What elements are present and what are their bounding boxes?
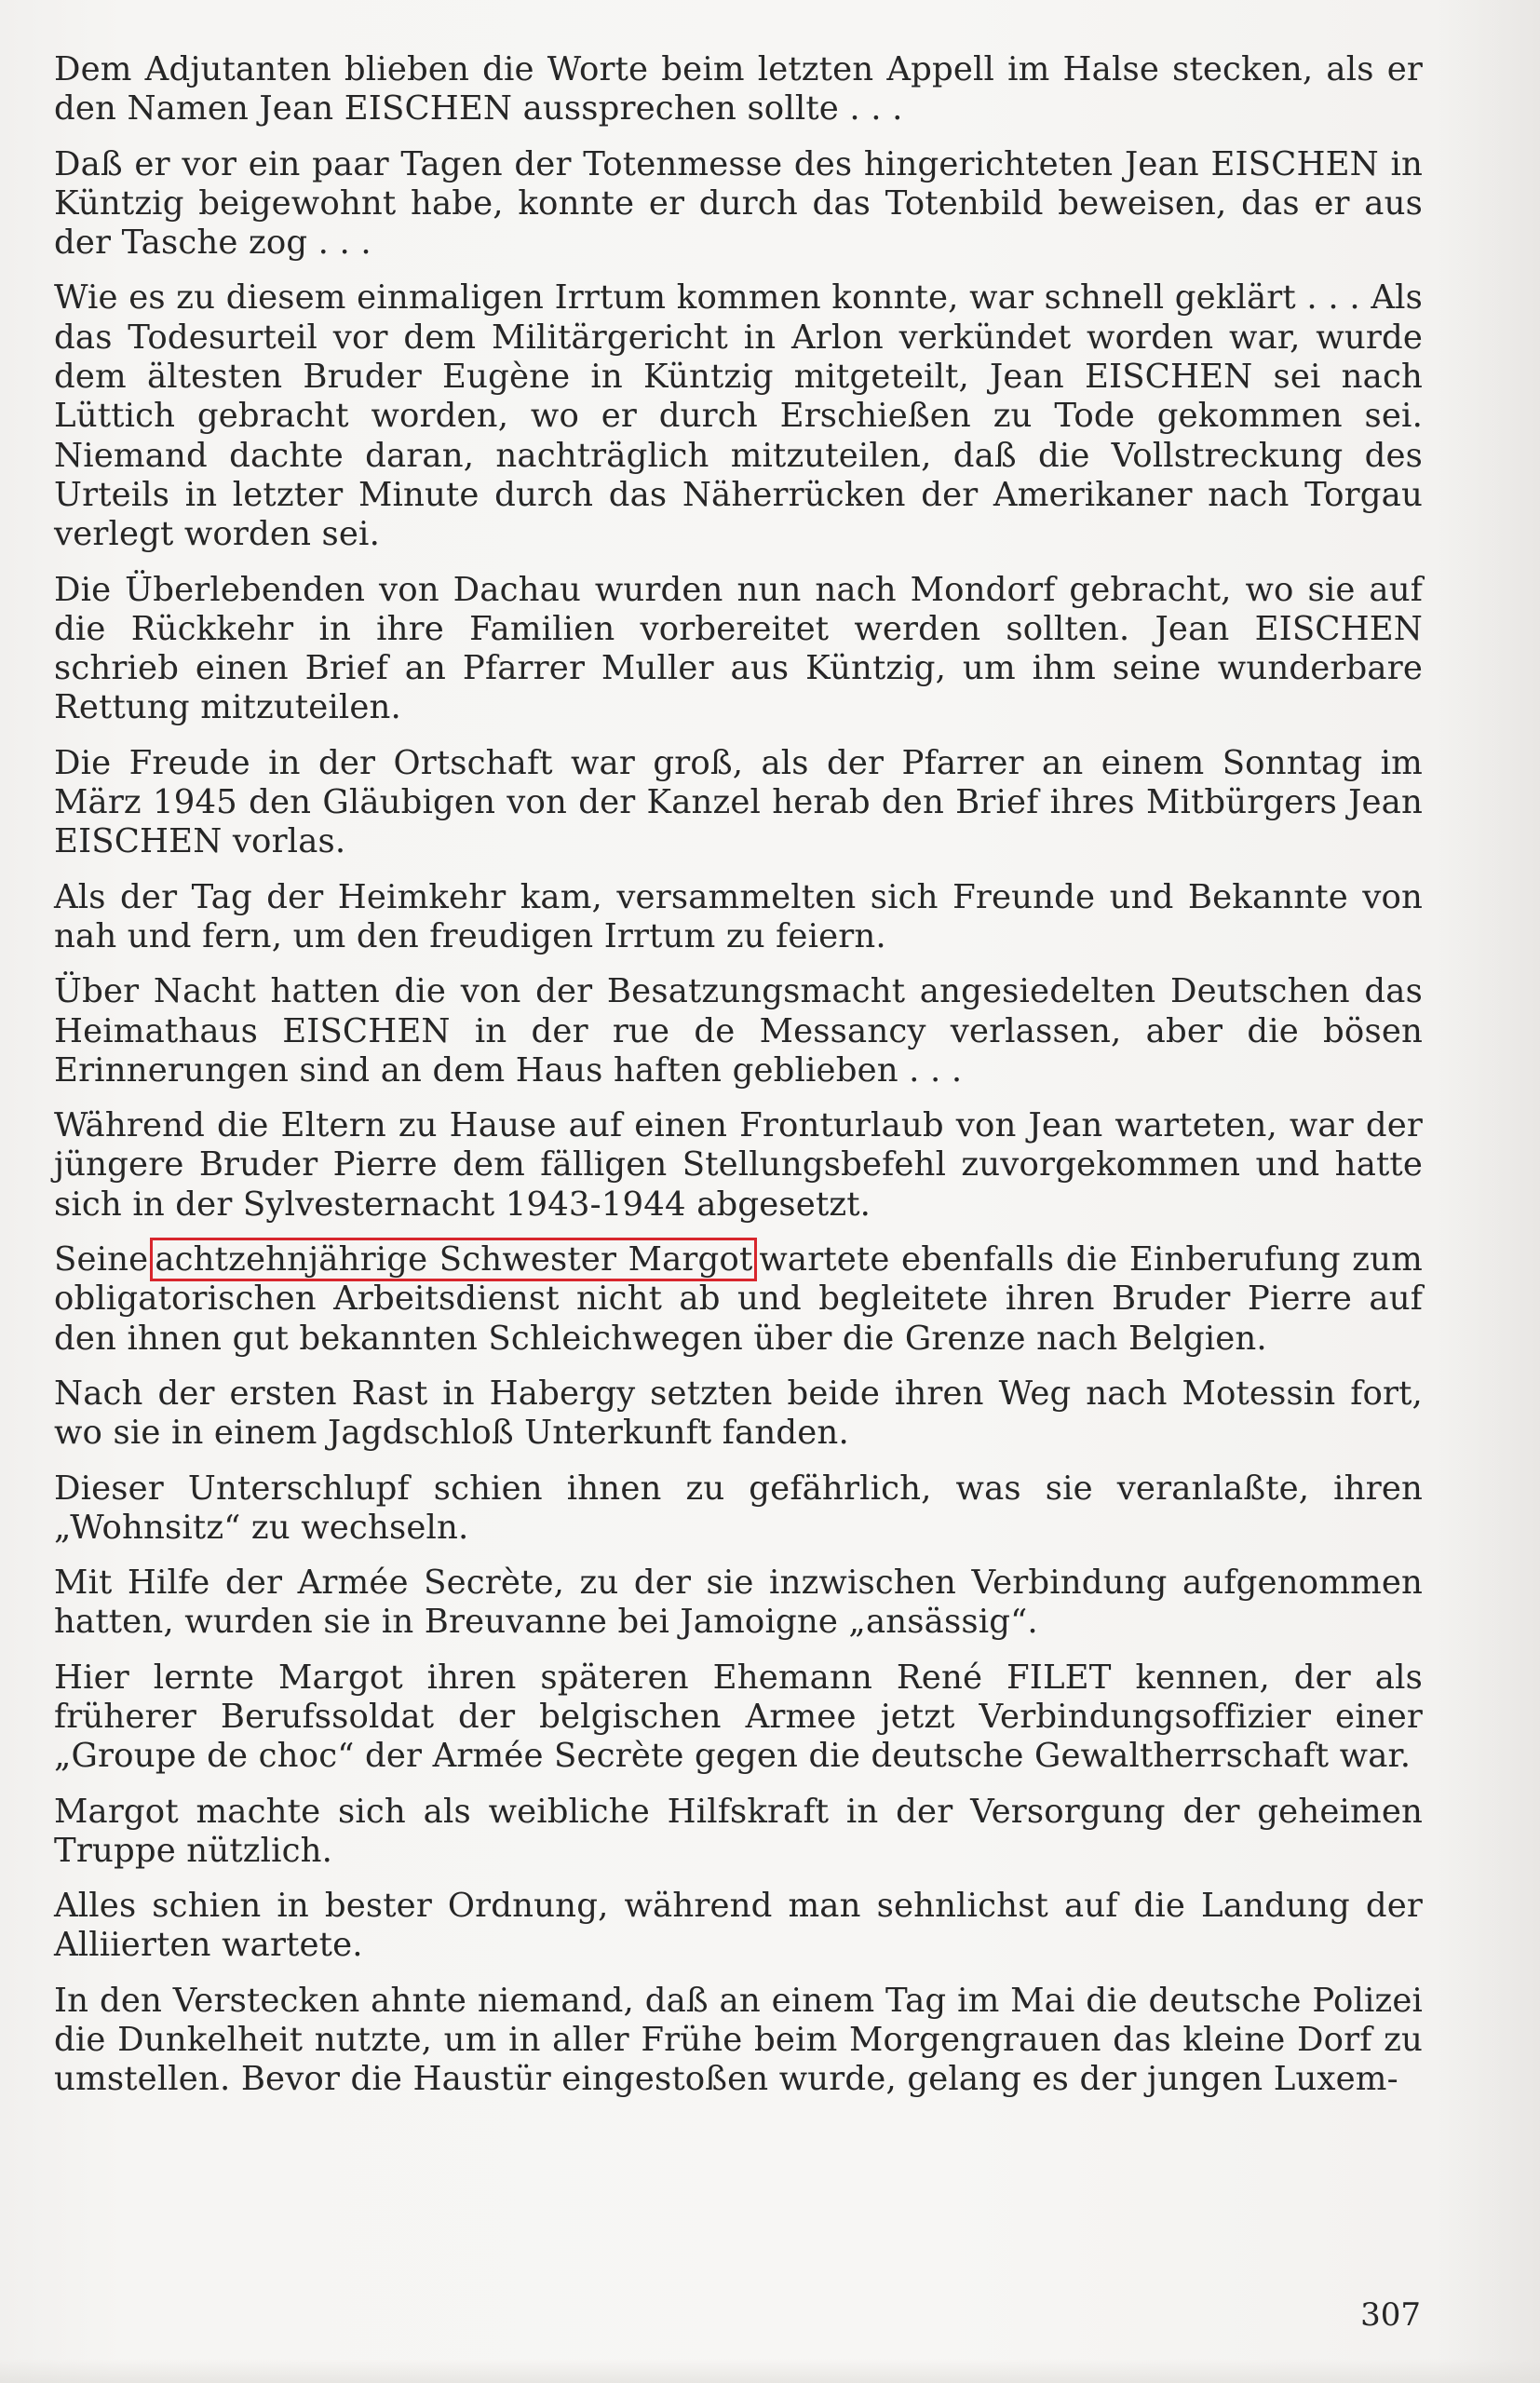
paragraph: Margot machte sich als weibliche Hilfskraft in der Versorgung der geheimen Truppe nützlich. [54, 1792, 1423, 1870]
page-edge-shadow [1438, 0, 1540, 2383]
paragraph: Als der Tag der Heimkehr kam, versammelten sich Freunde und Bekannte von nah und fern, um den freudigen Irrtum zu feiern. [54, 877, 1423, 955]
body-text [54, 50, 1423, 2100]
paragraph: Die Überlebenden von Dachau wurden nun nach Mondorf gebracht, wo sie auf die Rückkehr in ihre Familien vorbereitet werden sollten. Jean EISCHEN schrieb einen Brief an Pfarrer Muller aus Küntzig, um ihm seine wunderbare Rettung mitzuteilen. [54, 570, 1423, 727]
highlighted-paragraph [54, 1240, 1423, 1359]
paragraph: Über Nacht hatten die von der Besatzungsmacht angesiedelten Deutschen das Heimathaus EISCHEN in der rue de Messancy verlassen, aber die bösen Erinnerungen sind an dem Haus haften geblieben . . . [54, 972, 1423, 1090]
paragraph: Wie es zu diesem einmaligen Irrtum kommen konnte, war schnell geklärt . . . Als das Todesurteil vor dem Militärgericht in Arlon verkündet worden war, wurde dem ältesten Bruder Eugène in Küntzig mitgeteilt, Jean EISCHEN sei nach Lüttich gebracht worden, wo er durch Erschießen zu Tode gekommen sei. Niemand dachte daran, nachträglich mitzuteilen, daß die Vollstreckung des Urteils in letzter Minute durch das Näherrücken der Amerikaner nach Torgau verlegt worden sei. [54, 278, 1423, 554]
paragraph: Dem Adjutanten blieben die Worte beim letzten Appell im Halse stecken, als er den Namen Jean EISCHEN aussprechen sollte . . . [54, 50, 1423, 129]
paragraph: Hier lernte Margot ihren späteren Ehemann René FILET kennen, der als früherer Berufssoldat der belgischen Armee jetzt Verbindungsoffizier einer „Groupe de choc“ der Armée Secrète gegen die deutsche Gewaltherrschaft war. [54, 1658, 1423, 1776]
paragraph-rest: wartete ebenfalls die Einberufung zum obligatorischen Arbeitsdienst nicht ab und begleitete ihren Bruder Pierre auf den ihnen gut bekannten Schleichwegen über die Grenze nach Belgien. [54, 1240, 1423, 1358]
highlighted-phrase: achtzehnjährige Schwester Margot [150, 1238, 757, 1281]
paragraph-lead: Seine [54, 1240, 149, 1280]
paragraph: Daß er vor ein paar Tagen der Totenmesse des hingerichteten Jean EISCHEN in Küntzig beigewohnt habe, konnte er durch das Totenbild beweisen, das er aus der Tasche zog . . . [54, 144, 1423, 263]
paragraph: In den Verstecken ahnte niemand, daß an einem Tag im Mai die deutsche Polizei die Dunkelheit nutzte, um in aller Frühe beim Morgengrauen das kleine Dorf zu umstellen. Bevor die Haustür eingestoßen wurde, gelang es der jungen Luxem- [54, 1981, 1423, 2099]
page-number: 307 [1360, 2296, 1421, 2334]
paragraph: Dieser Unterschlupf schien ihnen zu gefährlich, was sie veranlaßte, ihren „Wohnsitz“ zu wechseln. [54, 1469, 1423, 1547]
paragraph: Während die Eltern zu Hause auf einen Fronturlaub von Jean warteten, war der jüngere Bruder Pierre dem fälligen Stellungsbefehl zuvorgekommen und hatte sich in der Sylvesternacht 1943-1944 abgesetzt. [54, 1106, 1423, 1224]
paragraph: Nach der ersten Rast in Habergy setzten beide ihren Weg nach Motessin fort, wo sie in einem Jagdschloß Unterkunft fanden. [54, 1374, 1423, 1453]
paragraph: Mit Hilfe der Armée Secrète, zu der sie inzwischen Verbindung aufgenommen hatten, wurden sie in Breuvanne bei Jamoigne „ansässig“. [54, 1564, 1423, 1642]
paragraph: Alles schien in bester Ordnung, während man sehnlichst auf die Landung der Alliierten wartete. [54, 1887, 1423, 1965]
page-bottom-edge [0, 2359, 1540, 2383]
paragraph: Die Freude in der Ortschaft war groß, als der Pfarrer an einem Sonntag im März 1945 den Gläubigen von der Kanzel herab den Brief ihres Mitbürgers Jean EISCHEN vorlas. [54, 743, 1423, 861]
